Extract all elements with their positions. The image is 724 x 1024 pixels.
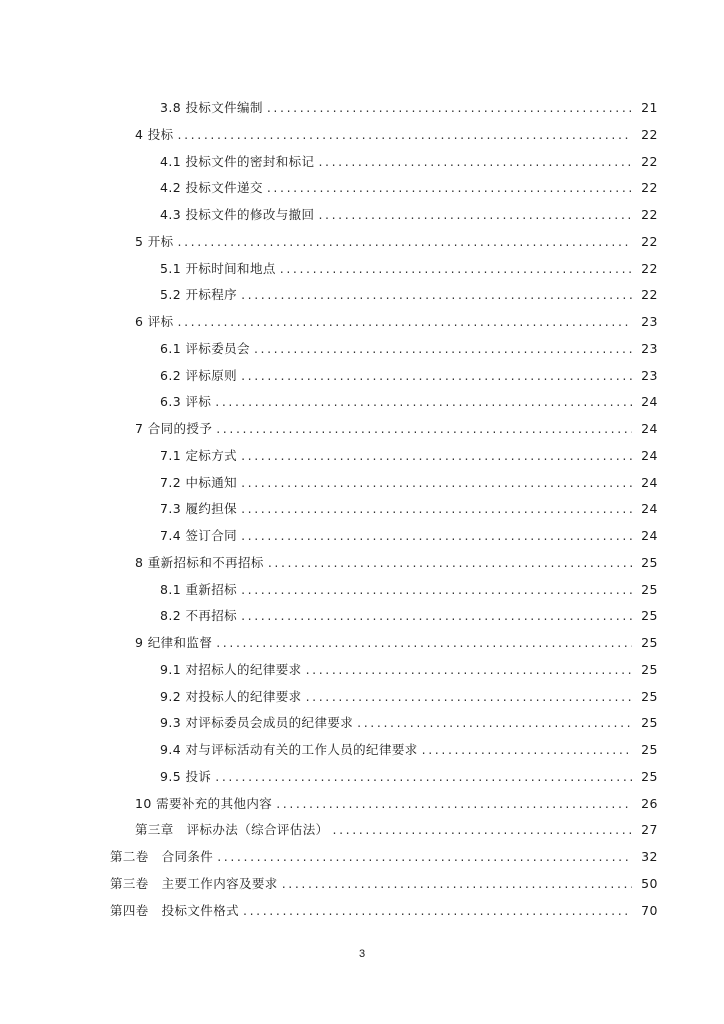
toc-leader-dots (241, 528, 632, 544)
toc-entry-label: 9.3 对评标委员会成员的纪律要求 (160, 715, 354, 731)
toc-entry[interactable] (160, 281, 658, 303)
toc-entry[interactable] (160, 602, 658, 624)
toc-entry-page: 25 (641, 742, 658, 757)
toc-entry-label: 第四卷 投标文件格式 (110, 902, 240, 918)
toc-entry-label: 5.2 开标程序 (160, 287, 238, 303)
toc-entry-page: 24 (641, 421, 658, 436)
toc-leader-dots (280, 261, 632, 277)
toc-leader-dots (178, 127, 632, 143)
toc-leader-dots (241, 501, 632, 517)
toc-entry-page: 22 (641, 207, 658, 222)
toc-entry-page: 70 (641, 902, 658, 918)
toc-entry-page: 24 (641, 474, 658, 490)
toc-leader-dots (267, 180, 632, 196)
toc-leader-dots (241, 368, 632, 384)
toc-entry[interactable] (160, 576, 658, 598)
toc-leader-dots (241, 287, 632, 303)
toc-entry-page: 24 (641, 528, 658, 543)
toc-entry-label: 9.1 对招标人的纪律要求 (160, 661, 302, 677)
toc-entry-page: 25 (641, 635, 658, 650)
toc-leader-dots (243, 903, 632, 919)
toc-entry[interactable] (160, 763, 658, 785)
toc-entry-page: 32 (641, 849, 658, 864)
toc-leader-dots (215, 769, 632, 785)
toc-entry-page: 23 (641, 367, 658, 383)
toc-leader-dots (241, 448, 632, 464)
toc-entry[interactable] (135, 228, 658, 250)
toc-leader-dots (306, 689, 632, 705)
toc-entry-label: 5.1 开标时间和地点 (160, 260, 276, 276)
toc-entry-label: 第三卷 主要工作内容及要求 (110, 875, 278, 891)
toc-leader-dots (276, 796, 632, 812)
toc-entry-label: 9.4 对与评标活动有关的工作人员的纪律要求 (160, 742, 418, 757)
toc-entry[interactable] (135, 816, 658, 838)
toc-entry-label: 4.3 投标文件的修改与撤回 (160, 207, 315, 222)
toc-entry-page: 25 (641, 661, 658, 677)
toc-entry-label: 8.2 不再招标 (160, 608, 238, 624)
toc-leader-dots (254, 341, 632, 357)
toc-entry-label: 9.2 对投标人的纪律要求 (160, 688, 302, 704)
toc-leader-dots (216, 635, 632, 651)
toc-leader-dots (357, 715, 632, 731)
toc-entry[interactable] (160, 709, 658, 731)
toc-entry[interactable] (160, 255, 658, 277)
toc-entry-label: 6.2 评标原则 (160, 367, 238, 383)
toc-entry[interactable] (110, 870, 658, 892)
toc-entry-label: 7.4 签订合同 (160, 528, 238, 543)
toc-entry-page: 23 (641, 314, 658, 329)
toc-entry[interactable] (160, 656, 658, 678)
toc-leader-dots (241, 582, 632, 598)
toc-entry[interactable] (135, 415, 658, 437)
toc-entry-label: 9.5 投诉 (160, 768, 212, 784)
toc-leader-dots (318, 154, 632, 170)
toc-entry-page: 22 (641, 126, 658, 142)
toc-leader-dots (422, 742, 632, 758)
toc-entry-page: 22 (641, 233, 658, 249)
toc-entry-label: 4.1 投标文件的密封和标记 (160, 153, 315, 169)
toc-leader-dots (241, 608, 632, 624)
toc-entry[interactable] (160, 148, 658, 170)
toc-entry[interactable] (135, 308, 658, 330)
toc-entry-page: 25 (641, 581, 658, 597)
toc-entry-label: 6 评标 (135, 314, 174, 329)
toc-entry-page: 27 (641, 822, 658, 838)
toc-entry-label: 4.2 投标文件递交 (160, 180, 263, 196)
toc-entry-label: 9 纪律和监督 (135, 635, 213, 650)
toc-entry-label: 3.8 投标文件编制 (160, 100, 263, 115)
toc-entry[interactable] (135, 790, 658, 812)
toc-entry-label: 7.2 中标通知 (160, 474, 238, 490)
toc-leader-dots (333, 822, 632, 838)
toc-entry[interactable] (135, 629, 658, 651)
toc-entry-page: 22 (641, 260, 658, 276)
toc-entry[interactable] (160, 469, 658, 491)
toc-entry-page: 25 (641, 554, 658, 570)
toc-leader-dots (215, 394, 632, 410)
toc-entry-page: 21 (641, 100, 658, 115)
toc-entry-label: 7.3 履约担保 (160, 501, 238, 517)
toc-entry[interactable] (160, 335, 658, 357)
toc-entry-page: 24 (641, 394, 658, 410)
toc-entry-page: 22 (641, 287, 658, 303)
toc-leader-dots (268, 555, 632, 571)
toc-leader-dots (178, 314, 632, 330)
toc-entry-label: 第三章 评标办法（综合评估法） (135, 822, 329, 838)
toc-entry-page: 22 (641, 180, 658, 196)
toc-entry-label: 第二卷 合同条件 (110, 849, 214, 864)
toc-entry-page: 23 (641, 340, 658, 356)
toc-entry-label: 5 开标 (135, 233, 174, 249)
toc-entry[interactable] (110, 843, 658, 865)
toc-entry[interactable] (160, 683, 658, 705)
toc-entry-page: 22 (641, 153, 658, 169)
toc-entry[interactable] (160, 94, 658, 116)
toc-leader-dots (217, 849, 632, 865)
toc-entry[interactable] (160, 736, 658, 758)
toc-entry-page: 25 (641, 688, 658, 704)
toc-entry[interactable] (160, 362, 658, 384)
toc-entry-label: 4 投标 (135, 126, 174, 142)
toc-entry-page: 25 (641, 768, 658, 784)
toc-entry[interactable] (160, 201, 658, 223)
toc-entry-label: 8 重新招标和不再招标 (135, 554, 264, 570)
toc-entry-page: 24 (641, 447, 658, 463)
toc-entry[interactable] (160, 388, 658, 410)
toc-entry-label: 7.1 定标方式 (160, 447, 238, 463)
toc-entry-page: 25 (641, 608, 658, 624)
toc-entry-label: 10 需要补充的其他内容 (135, 795, 273, 811)
toc-entry[interactable] (160, 495, 658, 517)
toc-entry[interactable] (110, 897, 658, 919)
toc-leader-dots (178, 234, 632, 250)
toc-leader-dots (241, 475, 632, 491)
toc-entry-label: 6.3 评标 (160, 394, 212, 410)
toc-leader-dots (306, 662, 632, 678)
toc-entry-page: 50 (641, 875, 658, 891)
toc-leader-dots (216, 421, 632, 437)
page-number: 3 (358, 948, 366, 960)
toc-entry-label: 8.1 重新招标 (160, 581, 238, 597)
toc-entry-label: 6.1 评标委员会 (160, 340, 250, 356)
toc-entry[interactable] (160, 522, 658, 544)
toc-entry-label: 7 合同的授予 (135, 421, 213, 436)
toc-leader-dots (282, 876, 632, 892)
toc-entry-page: 24 (641, 501, 658, 517)
toc-entry[interactable] (135, 549, 658, 571)
toc-entry[interactable] (160, 174, 658, 196)
toc-entry-page: 26 (641, 795, 658, 811)
toc-leader-dots (267, 100, 632, 116)
toc-leader-dots (318, 207, 632, 223)
toc-entry-page: 25 (641, 715, 658, 731)
toc-entry[interactable] (135, 121, 658, 143)
toc-entry[interactable] (160, 442, 658, 464)
